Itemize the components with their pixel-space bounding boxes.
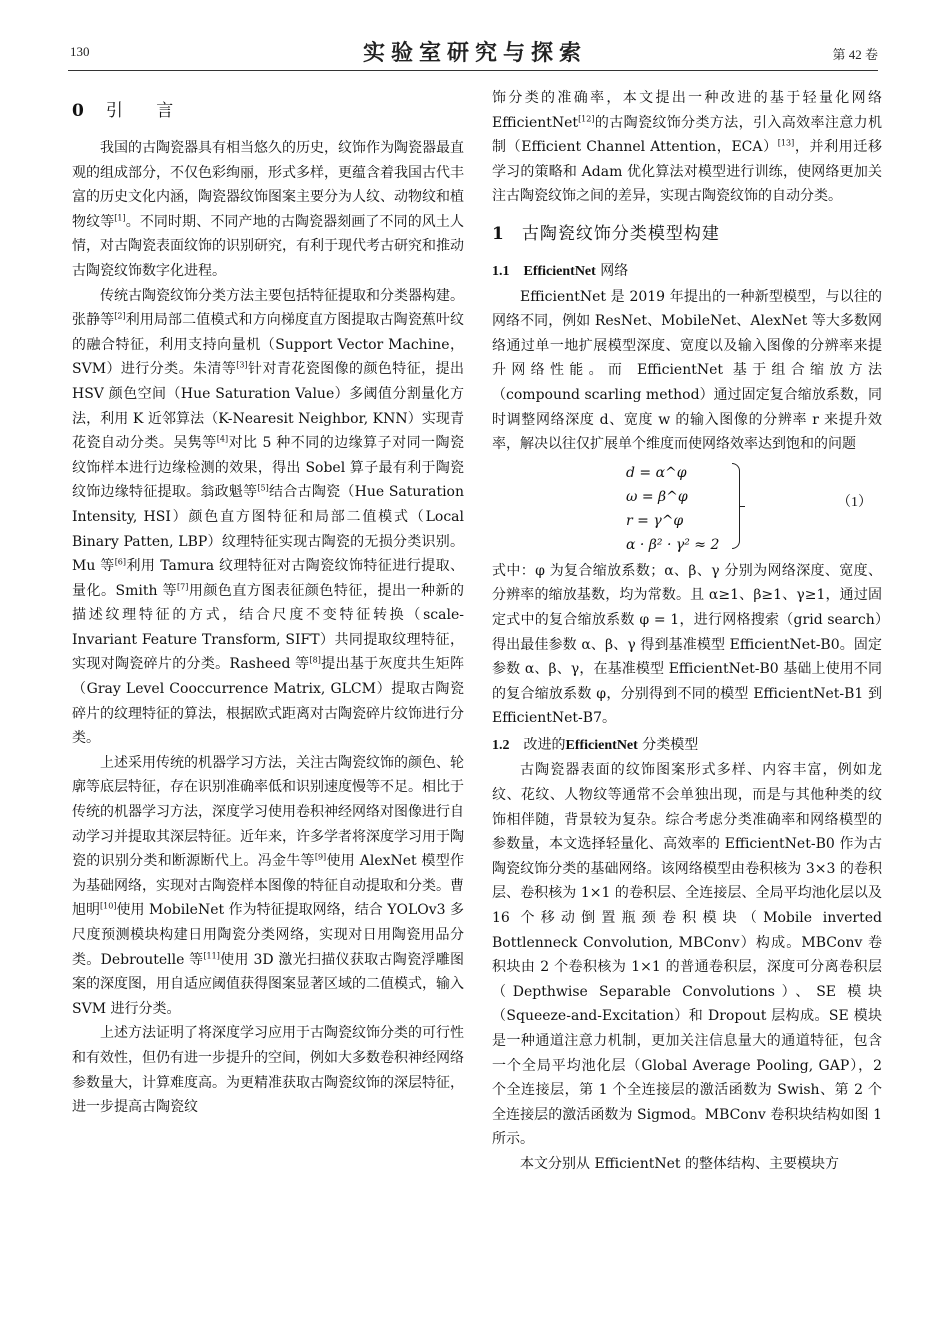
text: 饰分类的准确率，本文提出一种改进的基于轻量化网络 EfficientNet [492,90,882,131]
citation[interactable]: [11] [203,950,220,960]
text: 我国的古陶瓷器具有相当悠久的历史，纹饰作为陶瓷器最直观的组成部分，不仅色彩绚丽，形式多样，更蕴含着我国古代丰富的历史文化内涵，陶瓷器纹饰图案主要分为人纹、动物纹和植物纹等 [72,140,464,230]
subsection-title-bold: EfficientNet [523,263,596,279]
text: 的古陶瓷纹饰分类方法，引入高效率注意力机制（Efficient Channel Attention，ECA） [492,114,882,156]
citation[interactable]: [8] [309,655,321,665]
text: 用颜色直方图表征颜色特征，提出一种新的描述纹理特征的方式，结合尺度不变特征转换（scale-Invariant Feature Transform, SIFT）共同提取纹理特征，实现对陶瓷碎片的分类。Rasheed 等 [72,582,465,673]
subsection-number: 1.2 [492,737,510,753]
text: 使用 3D 激光扫描仪获取古陶瓷浮雕图案的深度图，用自适应阈值获得图案显著区域的二值模式，输入 SVM 进行分类。 [72,951,464,1017]
text: 。不同时期、不同产地的古陶瓷器刻画了不同的风土人情，对古陶瓷表面纹饰的识别研究，有利于现代考古研究和推动古陶瓷纹饰数字化进程。 [72,213,465,279]
paragraph-improved-model: 古陶瓷器表面的纹饰图案形式多样、内容丰富，例如龙纹、花纹、人物纹等通常不会单独出现，而是与其他种类的纹饰相伴随，背景较为复杂。综合考虑分类准确率和网络模型的参数量，本文选择轻量化、高效率的 EfficientNet-B0 作为古陶瓷纹饰分类的基础网络。该网络模型由卷积核为 3×3 的卷积层、卷积核为 1×1 的卷积层、全连接层、全局平均池化层以及 16 个移动倒置瓶颈卷积模块（Mobile inverted Bottlenneck Convolution, MBConv）构成。MBConv 卷积块由 2 个卷积核为 1×1 的普通卷积层，深度可分离卷积层（Depthwise Separable Convolutions）、SE 模块（Squeeze-and-Excitation）和 Dropout 层构成。SE 模块是一种通道注意力机制，更加关注信息量大的通道特征，包含一个全局平均池化层（Global Average Pooling, GAP），2 个全连接层，第 1 个全连接层的激活函数为 Swish、第 2 个全连接层的激活函数为 Sigmod。MBConv 卷积块结构如图 1 所示。 [492,762,882,1148]
text: 利用局部二值模式和方向梯度直方图提取古陶瓷蕉叶纹的融合特征，利用支持向量机（Support Vector Machine，SVM）进行分类。朱清等 [72,312,465,378]
journal-title: 实验室研究与探索 [362,40,587,66]
subsection-title-bold: EfficientNet [565,737,638,753]
text: 结合古陶瓷（Hue Saturation Intensity, HSI）颜色直方图特征和局部二值模式（Local Binary Patten, LBP）纹理特征实现古陶瓷的无损分类识别。Mu 等 [72,484,464,575]
text: 使用 MobileNet 作为特征提取网络，结合 YOLOv3 多尺度预测模块构建日用陶瓷分类网络，实现对日用陶瓷用品分类。Debroutelle 等 [72,902,465,968]
equation-lines [626,461,719,557]
citation[interactable]: [10] [100,901,117,911]
citation[interactable]: [5] [257,483,269,493]
right-column [492,86,882,1177]
paragraph-intro-3 [72,751,464,1022]
text: 利用 Tamura 纹理特征对古陶瓷纹饰特征进行提取、量化。Smith 等 [72,558,465,599]
equation-line: ω = β^φ [626,488,688,505]
page-number: 130 [70,44,90,59]
equation-1 [492,459,882,555]
equation-line: α · β² · γ² ≈ 2 [626,536,720,553]
equation-line: r = γ^φ [626,512,684,529]
citation[interactable]: [4] [216,434,229,444]
equation-brace [732,463,740,549]
subsection-title-pre: 改进的 [523,736,566,753]
subsection-heading-1-1 [492,259,882,285]
subsection-title: 网络 [600,262,629,279]
section-number: 1 [492,223,504,244]
citation[interactable]: [3] [236,360,248,370]
citation[interactable]: [6] [114,557,127,567]
text: 使用 AlexNet 模型作为基础网络，实现对古陶瓷样本图像的特征自动提取和分类。曹旭明 [72,853,464,919]
left-column [72,86,464,1120]
text: 提出基于灰度共生矩阵（Gray Level Cooccurrence Matrix, GLCM）提取古陶瓷碎片的纹理特征的算法，根据欧式距离对古陶瓷碎片纹饰进行分类。 [72,656,464,747]
subsection-number: 1.1 [492,263,510,279]
section-heading-1 [492,221,882,247]
paragraph-intro-1 [72,136,464,284]
paragraph-intro-2 [72,284,464,751]
citation[interactable]: [12] [578,113,595,123]
citation[interactable]: [7] [176,582,189,592]
text: 上述采用传统的机器学习方法，关注古陶瓷纹饰的颜色、轮廓等底层特征，存在识别准确率低和识别速度慢等不足。相比于传统的机器学习方法，深度学习使用卷积神经网络对图像进行自动学习并提取其深层特征。近年来，许多学者将深度学习用于陶瓷的识别分类和断源断代上。冯金牛等 [72,754,464,870]
section-title: 引 言 [105,101,188,121]
text: ，并利用迁移学习的策略和 Adam 优化算法对模型进行训练，使网络更加关注古陶瓷纹饰之间的差异，实现古陶瓷纹饰的自动分类。 [492,139,883,205]
section-title: 古陶瓷纹饰分类模型构建 [521,223,720,244]
citation[interactable]: [13] [777,138,795,148]
paragraph-efficientnet: EfficientNet 是 2019 年提出的一种新型模型，与以往的网络不同，例如 ResNet、MobileNet、AlexNet 等大多数网络通过单一地扩展模型深度、宽度以及输入图像的分辨率来提升网络性能。而 EfficientNet 基于组合缩放方法（compound scarling method）通过固定复合缩放系数，同时调整网络深度 d、宽度 w 的输入图像的分辨率 r 来提升效率，解决以往仅扩展单个维度而使网络效率达到饱和的问题 [492,288,882,453]
citation[interactable]: [9] [314,852,327,862]
text: 对比 5 种不同的边缘算子对同一陶瓷纹饰样本进行边缘检测的效果，得出 Sobel 算子最有利于陶瓷纹饰边缘特征提取。翁政魁等 [72,435,465,501]
section-number: 0 [72,101,84,121]
equation-number: （1） [837,494,872,510]
paragraph-equation-explanation: 式中：φ 为复合缩放系数；α、β、γ 分别为网络深度、宽度、分辨率的缩放基数，均为常数。且 α≥1、β≥1、γ≥1，通过固定式中的复合缩放系数 φ = 1，进行网格搜索（grid search）得出最佳参数 α、β、γ 得到基准模型 EfficientNet-B0。固定参数 α、β、γ，在基准模型 EfficientNet-B0 基础上使用不同的复合缩放系数 φ，分别得到不同的模型 EfficientNet-B1 到 EfficientNet-B7。 [492,562,882,727]
equation-line: d = α^φ [626,464,687,481]
citation[interactable]: [2] [114,311,126,321]
text: 针对青花瓷图像的颜色特征，提出 HSV 颜色空间（Hue Saturation Value）多阈值分割量化方法，利用 K 近邻算法（K-Nearesit Neighbor, KNN）实现青花瓷自动分类。吴隽等 [72,361,464,452]
subsection-heading-1-2 [492,733,882,759]
text: 传统古陶瓷纹饰分类方法主要包括特征提取和分类器构建。张静等 [72,287,464,329]
section-heading-intro [72,98,464,124]
subsection-title: 分类模型 [642,736,699,753]
citation[interactable]: [1] [114,213,126,223]
paragraph-intro-4: 上述方法证明了将深度学习应用于古陶瓷纹饰分类的可行性和有效性，但仍有进一步提升的空间，例如大多数卷积神经网络参数量大，计算难度高。为更精准获取古陶瓷纹饰的深层特征，进一步提高古陶瓷纹 [72,1025,464,1116]
volume-label: 第 42 卷 [832,47,878,62]
paragraph-intro-5 [492,86,882,209]
paragraph-closing: 本文分别从 EfficientNet 的整体结构、主要模块方 [520,1155,839,1172]
header-rule [68,70,878,71]
